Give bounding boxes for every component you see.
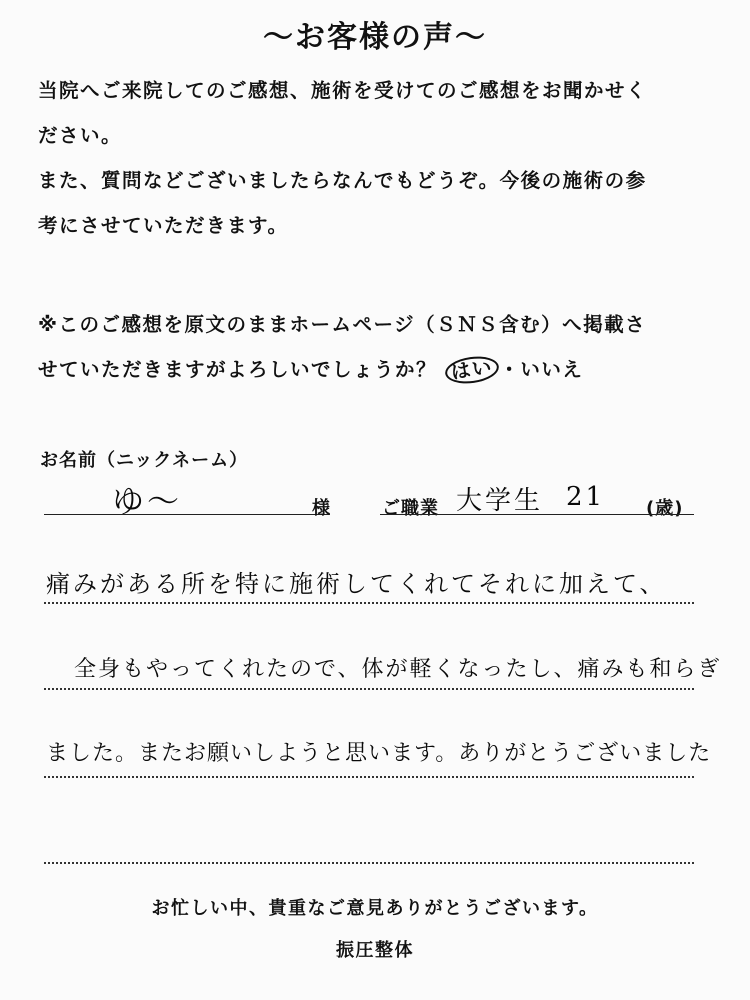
occupation-underline — [380, 514, 694, 515]
dotted-rule — [44, 688, 694, 690]
intro-paragraph — [38, 68, 718, 248]
page-title: ～お客様の声～ — [263, 20, 487, 55]
honorific-label: 様 — [312, 498, 331, 519]
occupation-value: 大学生 — [456, 486, 544, 516]
age-value: 21 — [566, 482, 606, 512]
thanks-message: お忙しい中、貴重なご意見ありがとうございます。 — [151, 898, 599, 919]
name-value: ゆ〜 — [112, 482, 183, 520]
intro-line: 当院へご来院してのご感想、施術を受けてのご感想をお聞かせく — [38, 79, 648, 102]
occupation-label: ご職業 — [382, 498, 439, 519]
intro-line: 考にさせていただきます。 — [38, 214, 289, 237]
name-label: お名前（ニックネーム） — [40, 450, 249, 471]
comment-line: ました。またお願いしようと思います。ありがとうございました — [46, 741, 712, 766]
consent-separator: ・ — [499, 358, 521, 381]
comment-line: 痛みがある所を特に施術してくれてそれに加えて、 — [46, 570, 667, 598]
dotted-rule — [44, 776, 694, 778]
comment-line: 全身もやってくれたので、体が軽くなったし、痛みも和らぎ — [74, 657, 722, 682]
intro-line: また、質問などございましたらなんでもどうぞ。今後の施術の参 — [38, 169, 647, 192]
dotted-rule — [44, 862, 694, 864]
consent-question-line2 — [38, 347, 718, 392]
consent-no-option[interactable]: いいえ — [520, 358, 584, 381]
consent-paragraph — [38, 302, 718, 392]
consent-question: ※このご感想を原文のままホームページ（ＳＮＳ含む）へ掲載さ — [38, 313, 647, 336]
consent-yes-option[interactable]: はい — [444, 353, 501, 386]
age-unit-label: (歳) — [646, 498, 684, 519]
intro-line: ださい。 — [38, 124, 123, 147]
consent-question-text: せていただきますがよろしいでしょうか？ — [38, 358, 438, 381]
dotted-rule — [44, 602, 694, 604]
name-underline — [44, 514, 330, 515]
clinic-name: 振圧整体 — [336, 940, 414, 961]
